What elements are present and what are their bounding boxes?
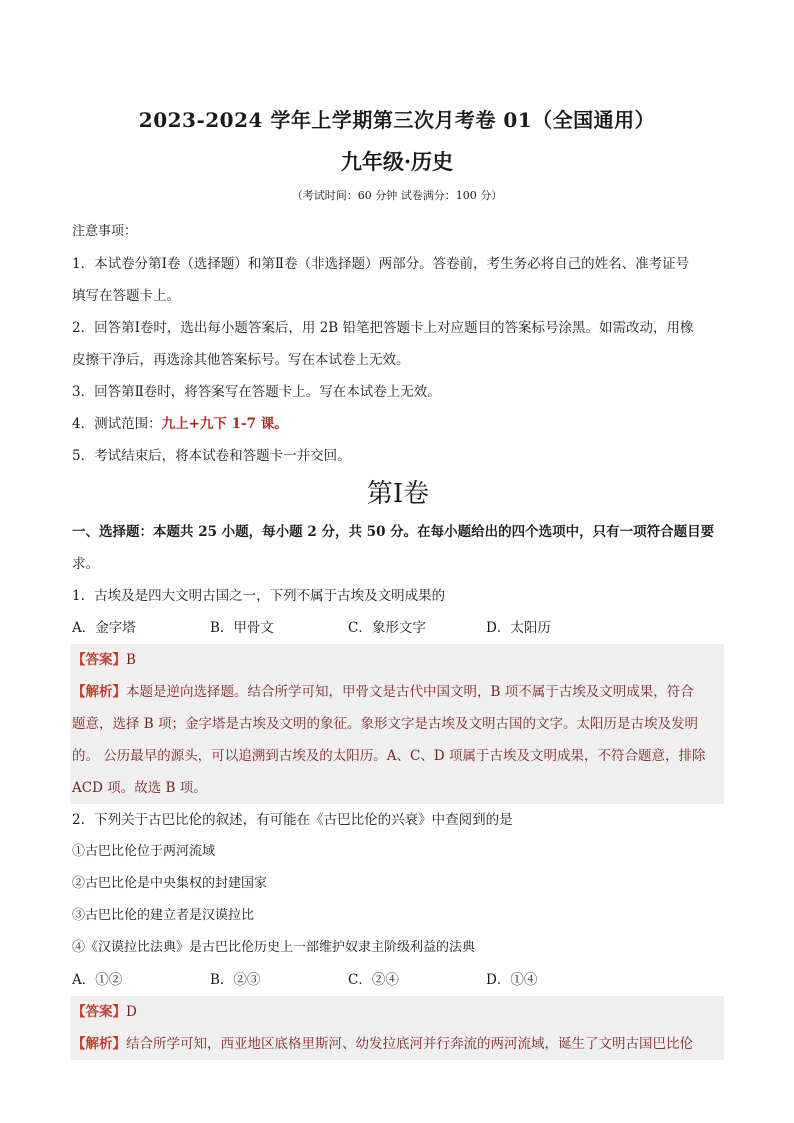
q1-stem: 1．古埃及是四大文明古国之一，下列不属于古埃及文明成果的 <box>72 588 446 604</box>
notice-item-1a: 1．本试卷分第Ⅰ卷（选择题）和第Ⅱ卷（非选择题）两部分。答卷前，考生务必将自己的姓名、准考证号 <box>72 256 690 272</box>
notice-item-4 <box>72 408 724 440</box>
section-intro-b: 求。 <box>72 556 99 572</box>
q2-analysis-tag: 【解析】 <box>72 1036 126 1052</box>
q1-options <box>72 612 724 644</box>
q2-statement-2: ②古巴比伦是中央集权的封建国家 <box>72 876 268 891</box>
q1-answer-box <box>70 644 724 804</box>
q2-stem: 2．下列关于古巴比伦的叙述，有可能在《古巴比伦的兴衰》中查阅到的是 <box>72 812 513 828</box>
q1-answer-value: B <box>126 652 136 668</box>
q1-analysis-3: 的。 公历最早的源头，可以追溯到古埃及的太阳历。A、C、D 项属于古埃及文明成果，不符合题意，排除 <box>72 748 706 764</box>
q1-answer <box>72 644 724 676</box>
section-title: 第Ⅰ卷 <box>366 479 430 509</box>
q2-answer-value: D <box>126 1004 137 1020</box>
q1-option-d: D．太阳历 <box>486 620 551 636</box>
notice-item-1b: 填写在答题卡上。 <box>72 288 180 304</box>
test-range: 九上+九下 1-7 课。 <box>161 416 288 432</box>
q2-option-b: B．②③ <box>210 972 261 988</box>
exam-subtitle: 九年级·历史 <box>340 149 454 174</box>
q2-answer-box <box>70 996 724 1060</box>
q1-answer-tag: 【答案】 <box>72 652 126 668</box>
q2-option-c: C．②④ <box>348 972 399 988</box>
q1-analysis-2: 题意，选择 B 项；金字塔是古埃及文明的象征。象形文字是古埃及文明古国的文字。太阳历是古埃及发明 <box>72 716 699 732</box>
q1-analysis-tag: 【解析】 <box>72 684 126 700</box>
q2-option-a: A．①② <box>72 972 123 988</box>
q1-option-c: C．象形文字 <box>348 620 426 636</box>
q2-analysis-1: 【解析】结合所学可知，西亚地区底格里斯河、幼发拉底河并行奔流的两河流域，诞生了文明古国巴比伦 <box>72 1036 693 1052</box>
exam-content <box>72 216 724 1060</box>
notice-item-5: 5．考试结束后，将本试卷和答题卡一并交回。 <box>72 448 351 464</box>
notice-item-2b: 皮擦干净后，再选涂其他答案标号。写在本试卷上无效。 <box>72 352 410 368</box>
q2-answer-tag: 【答案】 <box>72 1004 126 1020</box>
q2-option-d: D．①④ <box>486 972 538 988</box>
q2-statement-4: ④《汉谟拉比法典》是古巴比伦历史上一部维护奴隶主阶级利益的法典 <box>72 940 476 955</box>
notice-item-2a: 2．回答第Ⅰ卷时，选出每小题答案后，用 2B 铅笔把答题卡上对应题目的答案标号涂黑。如需改动，用橡 <box>72 320 694 336</box>
exam-info: （考试时间：60 分钟 试卷满分：100 分） <box>291 189 503 202</box>
q2-options <box>72 964 724 996</box>
q1-option-a: A．金字塔 <box>72 620 136 636</box>
notice-item-3: 3．回答第Ⅱ卷时，将答案写在答题卡上。写在本试卷上无效。 <box>72 384 441 400</box>
notice-heading: 注意事项： <box>72 224 138 239</box>
q1-option-b: B．甲骨文 <box>210 620 274 636</box>
notice-item-4-prefix: 4．测试范围： <box>72 416 162 432</box>
q2-answer <box>72 996 724 1028</box>
q2-statement-3: ③古巴比伦的建立者是汉谟拉比 <box>72 908 255 923</box>
exam-title: 2023-2024 学年上学期第三次月考卷 01（全国通用） <box>138 108 656 132</box>
q1-analysis-1: 【解析】本题是逆向选择题。结合所学可知，甲骨文是古代中国文明，B 项不属于古埃及文明成果，符合 <box>72 684 694 700</box>
q1-analysis-4: ACD 项。故选 B 项。 <box>72 780 207 796</box>
section-intro-a: 一、选择题：本题共 25 小题，每小题 2 分，共 50 分。在每小题给出的四个选项中，只有一项符合题目要 <box>72 524 715 540</box>
q2-statement-1: ①古巴比伦位于两河流域 <box>72 844 216 859</box>
